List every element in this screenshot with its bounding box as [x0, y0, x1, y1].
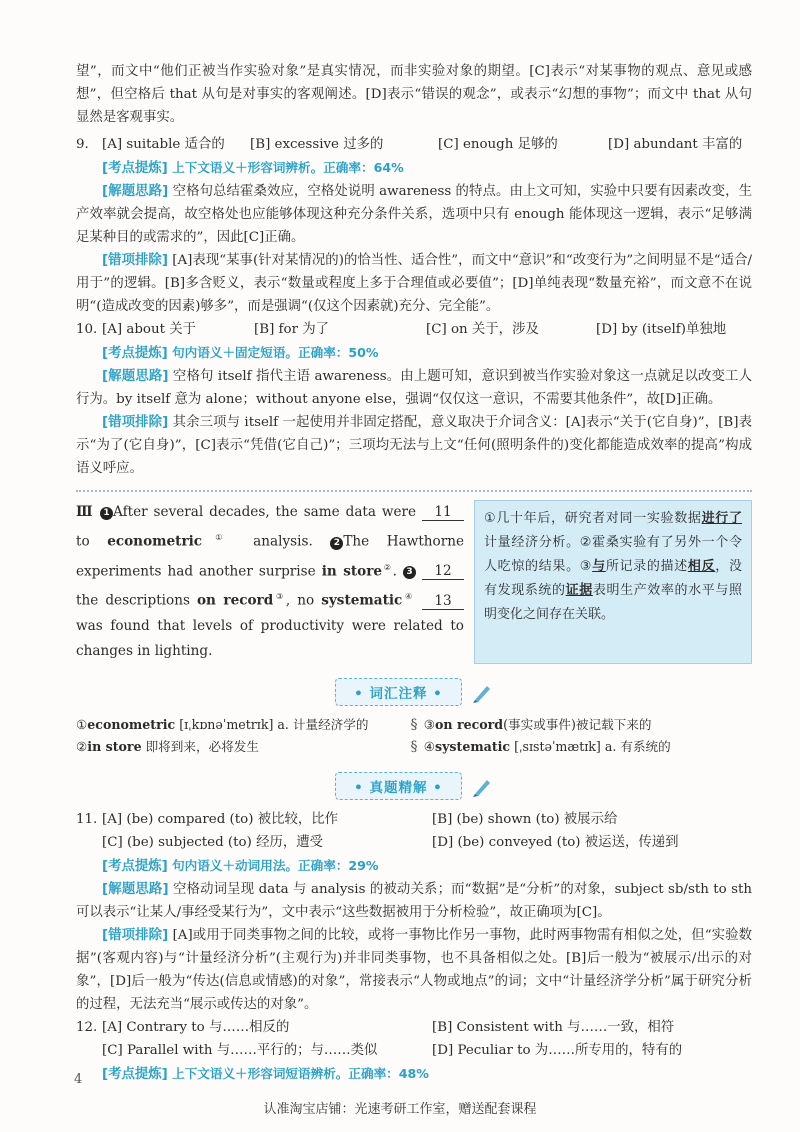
point-text: 上下文语义＋形容词短语辨析。正确率：48%	[172, 1065, 429, 1081]
q10-elimination	[76, 411, 752, 480]
blank-12[interactable]: 12	[422, 563, 464, 580]
q11-options-row1	[76, 808, 752, 831]
vocab-item	[76, 736, 404, 758]
passage-text: was found that levels of productivity were related to changes in lighting.	[76, 617, 464, 659]
option-c: [C] Parallel with 与……平行的；与……类似	[102, 1042, 378, 1058]
passage-text: analysis.	[235, 533, 313, 550]
option-c: [C] on 关于，涉及	[426, 322, 539, 337]
translation-keyword: 相反	[687, 559, 716, 574]
translation-text: 所记录的描述	[605, 559, 688, 574]
label-analysis: [解题思路]	[102, 184, 169, 199]
section-divider	[76, 490, 752, 492]
vocab-word: econometric	[87, 716, 176, 732]
question-number: 11.	[76, 811, 98, 827]
vocab-pronunciation: [ˌsɪstəˈmætɪk]	[514, 738, 601, 754]
pen-icon	[471, 682, 493, 704]
analysis-text: 空格句 itself 指代主语 awareness。由上题可知，意识到被当作实验对象这一点就足以改变工人行为。by itself 意为 alone；without anyone else，强调“仅仅这一意识，不需要其他条件”，故[D]正确。	[76, 369, 752, 407]
footnote-marker: ③	[273, 592, 286, 602]
q9-elimination	[76, 249, 752, 318]
point-text: 句内语义＋固定短语。正确率：50%	[172, 345, 379, 360]
analysis-text: 空格句总结霍桑效应，空格处说明 awareness 的特点。由上文可知，实验中只要有因素改变，生产效率就会提高，故空格处也应能够体现这种充分条件关系，选项中只有 enough 能体现这一逻辑，表示“足够满足某种目的或需求的”，因此[C]正确。	[76, 184, 752, 245]
sentence-number-icon: 2	[330, 537, 343, 550]
elimination-text: 其余三项与 itself 一起使用并非固定搭配，意义取决于介词含义：[A]表示“关于(它自身)”，[B]表示“为了(它自身)”，[C]表示“凭借(它自己)”；三项均无法与上文“任何(照明条件的)变化都能造成效率的提高”构成语义呼应。	[76, 415, 752, 476]
label-analysis: [解题思路]	[102, 881, 169, 897]
q11-options-row2	[76, 831, 752, 854]
option-d: [D] (be) conveyed (to) 被运送，传递到	[432, 834, 679, 850]
vocab-marker: ③	[423, 716, 435, 732]
q12-options-row1	[76, 1016, 752, 1039]
divider-icon: §	[410, 738, 418, 755]
vocab-word: in store	[87, 738, 142, 754]
q10-point	[76, 341, 752, 365]
vocab-definition: a. 计量经济学的	[273, 716, 369, 732]
vocab-item	[76, 714, 404, 736]
point-text: 句内语义＋动词用法。正确率：29%	[172, 857, 379, 873]
option-a: [A] (be) compared (to) 被比较，比作	[102, 811, 339, 827]
footnote-marker: ②	[382, 562, 393, 572]
blank-13[interactable]: 13	[422, 593, 464, 610]
q11-analysis	[76, 878, 752, 924]
label-elimination: [错项排除]	[102, 927, 169, 943]
option-c: [C] enough 足够的	[438, 137, 558, 152]
vocab-pronunciation: [ɪˌkɒnəˈmetrɪk]	[179, 716, 274, 732]
option-d: [D] Peculiar to 为……所专用的，特有的	[432, 1042, 683, 1058]
label-elimination: [错项排除]	[102, 253, 168, 268]
analysis-text: 空格动词呈现 data 与 analysis 的被动关系；而“数据”是“分析”的对象，subject sb/sth to sth 可以表示“让某人/事经受某行为”，文中表示“这些数据被用于分析检验”，故正确项为[C]。	[76, 881, 752, 920]
translation-text: 计量经济分析。②霍桑实验有了另外一个令人吃惊的结果。③	[484, 535, 742, 574]
q11-elimination	[76, 924, 752, 1016]
section-roman-numeral: Ⅲ	[76, 504, 95, 520]
option-a: [A] suitable 适合的	[102, 137, 225, 152]
vocab-item	[424, 714, 752, 736]
zhenti-title: • 真题精解 •	[335, 772, 462, 800]
vocab-row-2	[76, 736, 752, 758]
translation-keyword: 与	[592, 559, 606, 574]
vocab-marker: ①	[76, 716, 88, 732]
question-number: 9.	[76, 137, 89, 152]
vocab-definition: a. 有系统的	[600, 738, 671, 754]
english-passage	[76, 500, 464, 664]
q10-analysis	[76, 365, 752, 411]
vocab-term: systematic	[321, 592, 403, 609]
sentence-number-icon: 3	[403, 566, 416, 579]
vocab-term: in store	[321, 563, 383, 580]
option-d: [D] abundant 丰富的	[608, 137, 743, 152]
intro-paragraph: 望”，而文中“他们正被当作实验对象”是真实情况，而非实验对象的期望。[C]表示“对某事物的观点、意见或感想”，但空格后 that 从句是对事实的客观阐述。[D]表示“错误的观念”，或表示“幻想的事物”；而文中 that 从句显然是客观事实。	[76, 64, 752, 125]
option-b: [B] for 为了	[254, 322, 330, 337]
option-b: [B] excessive 过多的	[250, 137, 384, 152]
chinese-translation-box	[474, 500, 752, 664]
option-a: [A] about 关于	[102, 322, 197, 337]
q12-options-row2	[76, 1039, 752, 1062]
label-point: [考点提炼]	[102, 161, 168, 176]
q9-options	[76, 133, 752, 156]
label-point: [考点提炼]	[102, 858, 168, 874]
sentence-number-icon: 1	[100, 507, 113, 520]
option-b: [B] Consistent with 与……一致，相符	[432, 1019, 675, 1035]
reading-section	[76, 500, 752, 664]
q9-point	[76, 156, 752, 180]
question-number: 12.	[76, 1019, 98, 1035]
vocab-item	[424, 736, 752, 758]
vocab-marker: ④	[423, 738, 435, 754]
label-analysis: [解题思路]	[102, 369, 169, 384]
label-point: [考点提炼]	[102, 346, 168, 361]
q10-options	[76, 318, 752, 341]
passage-text: The Hawthorne experiments had another surprise	[76, 533, 465, 580]
passage-text: .	[392, 563, 397, 580]
vocab-row-1	[76, 714, 752, 736]
page-content	[76, 60, 752, 1086]
zhenti-heading	[76, 772, 752, 802]
translation-keyword: 证据	[565, 583, 593, 598]
vocab-marker: ②	[76, 738, 88, 754]
page-number: 4	[74, 1072, 83, 1087]
translation-text: ①几十年后，研究者对同一实验数据	[484, 511, 702, 526]
option-c: [C] (be) subjected (to) 经历，遭受	[102, 834, 324, 850]
vocab-title: • 词汇注释 •	[335, 678, 462, 706]
blank-11[interactable]: 11	[422, 504, 464, 521]
vocab-definition: 即将到来，必将发生	[141, 738, 259, 754]
label-elimination: [错项排除]	[102, 415, 169, 430]
translation-text: ，没有发现系统的	[484, 559, 742, 598]
vocab-heading	[76, 678, 752, 708]
option-b: [B] (be) shown (to) 被展示给	[432, 811, 618, 827]
q11-point	[76, 854, 752, 878]
vocab-definition: (事实或事件)被记载下来的	[503, 716, 652, 732]
q12-point	[76, 1062, 752, 1086]
vocab-term: on record	[196, 592, 274, 609]
pen-icon	[471, 776, 493, 798]
footnote-marker: ①	[202, 533, 236, 542]
point-text: 上下文语义＋形容词辨析。正确率：64%	[172, 160, 404, 175]
translation-keyword: 进行了	[701, 511, 742, 526]
vocab-word: on record	[435, 716, 504, 732]
passage-text: After several decades, the same data were	[113, 504, 422, 520]
passage-text: to	[76, 533, 108, 550]
option-a: [A] Contrary to 与……相反的	[102, 1019, 290, 1035]
label-point: [考点提炼]	[102, 1066, 168, 1082]
translation-text: 表明生产效率的水平与照明变化之间存在关联。	[484, 583, 742, 622]
option-d: [D] by (itself)单独地	[596, 322, 727, 337]
footnote-marker: ④	[402, 592, 415, 602]
question-number: 10.	[76, 322, 98, 337]
passage-text: the descriptions	[76, 592, 197, 609]
elimination-text: [A]表现“某事(针对某情况的)的恰当性、适合性”，而文中“意识”和“改变行为”之间明显不是“适合/用于”的逻辑。[B]多含贬义，表示“数量或程度上多于合理值或必要值”；[D]单纯表现“数量充裕”，而文意不在说明“(造成改变的因素)够多”，而是强调“(仅这个因素就)充分、完全能”。	[76, 253, 753, 314]
vocab-word: systematic	[435, 738, 511, 754]
q9-analysis	[76, 180, 752, 249]
divider-icon: §	[410, 716, 418, 733]
elimination-text: [A]或用于同类事物之间的比较，或将一事物比作另一事物，此时两事物需有相似之处，但“实验数据”(客观内容)与“计量经济分析”(主观行为)并非同类事物，也不具备相似之处。[B]后一般为“被展示/出示的对象”，[D]后一般为“传达(信息或情感)的对象”，常接表示“人物或地点”的词；文中“计量经济学分析”属于研究分析的过程，无法充当“展示或传达的对象”。	[76, 927, 752, 1012]
passage-text: , no	[285, 592, 322, 609]
footer-text: 认准淘宝店铺：光速考研工作室，赠送配套课程	[263, 1102, 537, 1117]
vocab-term: econometric	[107, 533, 203, 550]
